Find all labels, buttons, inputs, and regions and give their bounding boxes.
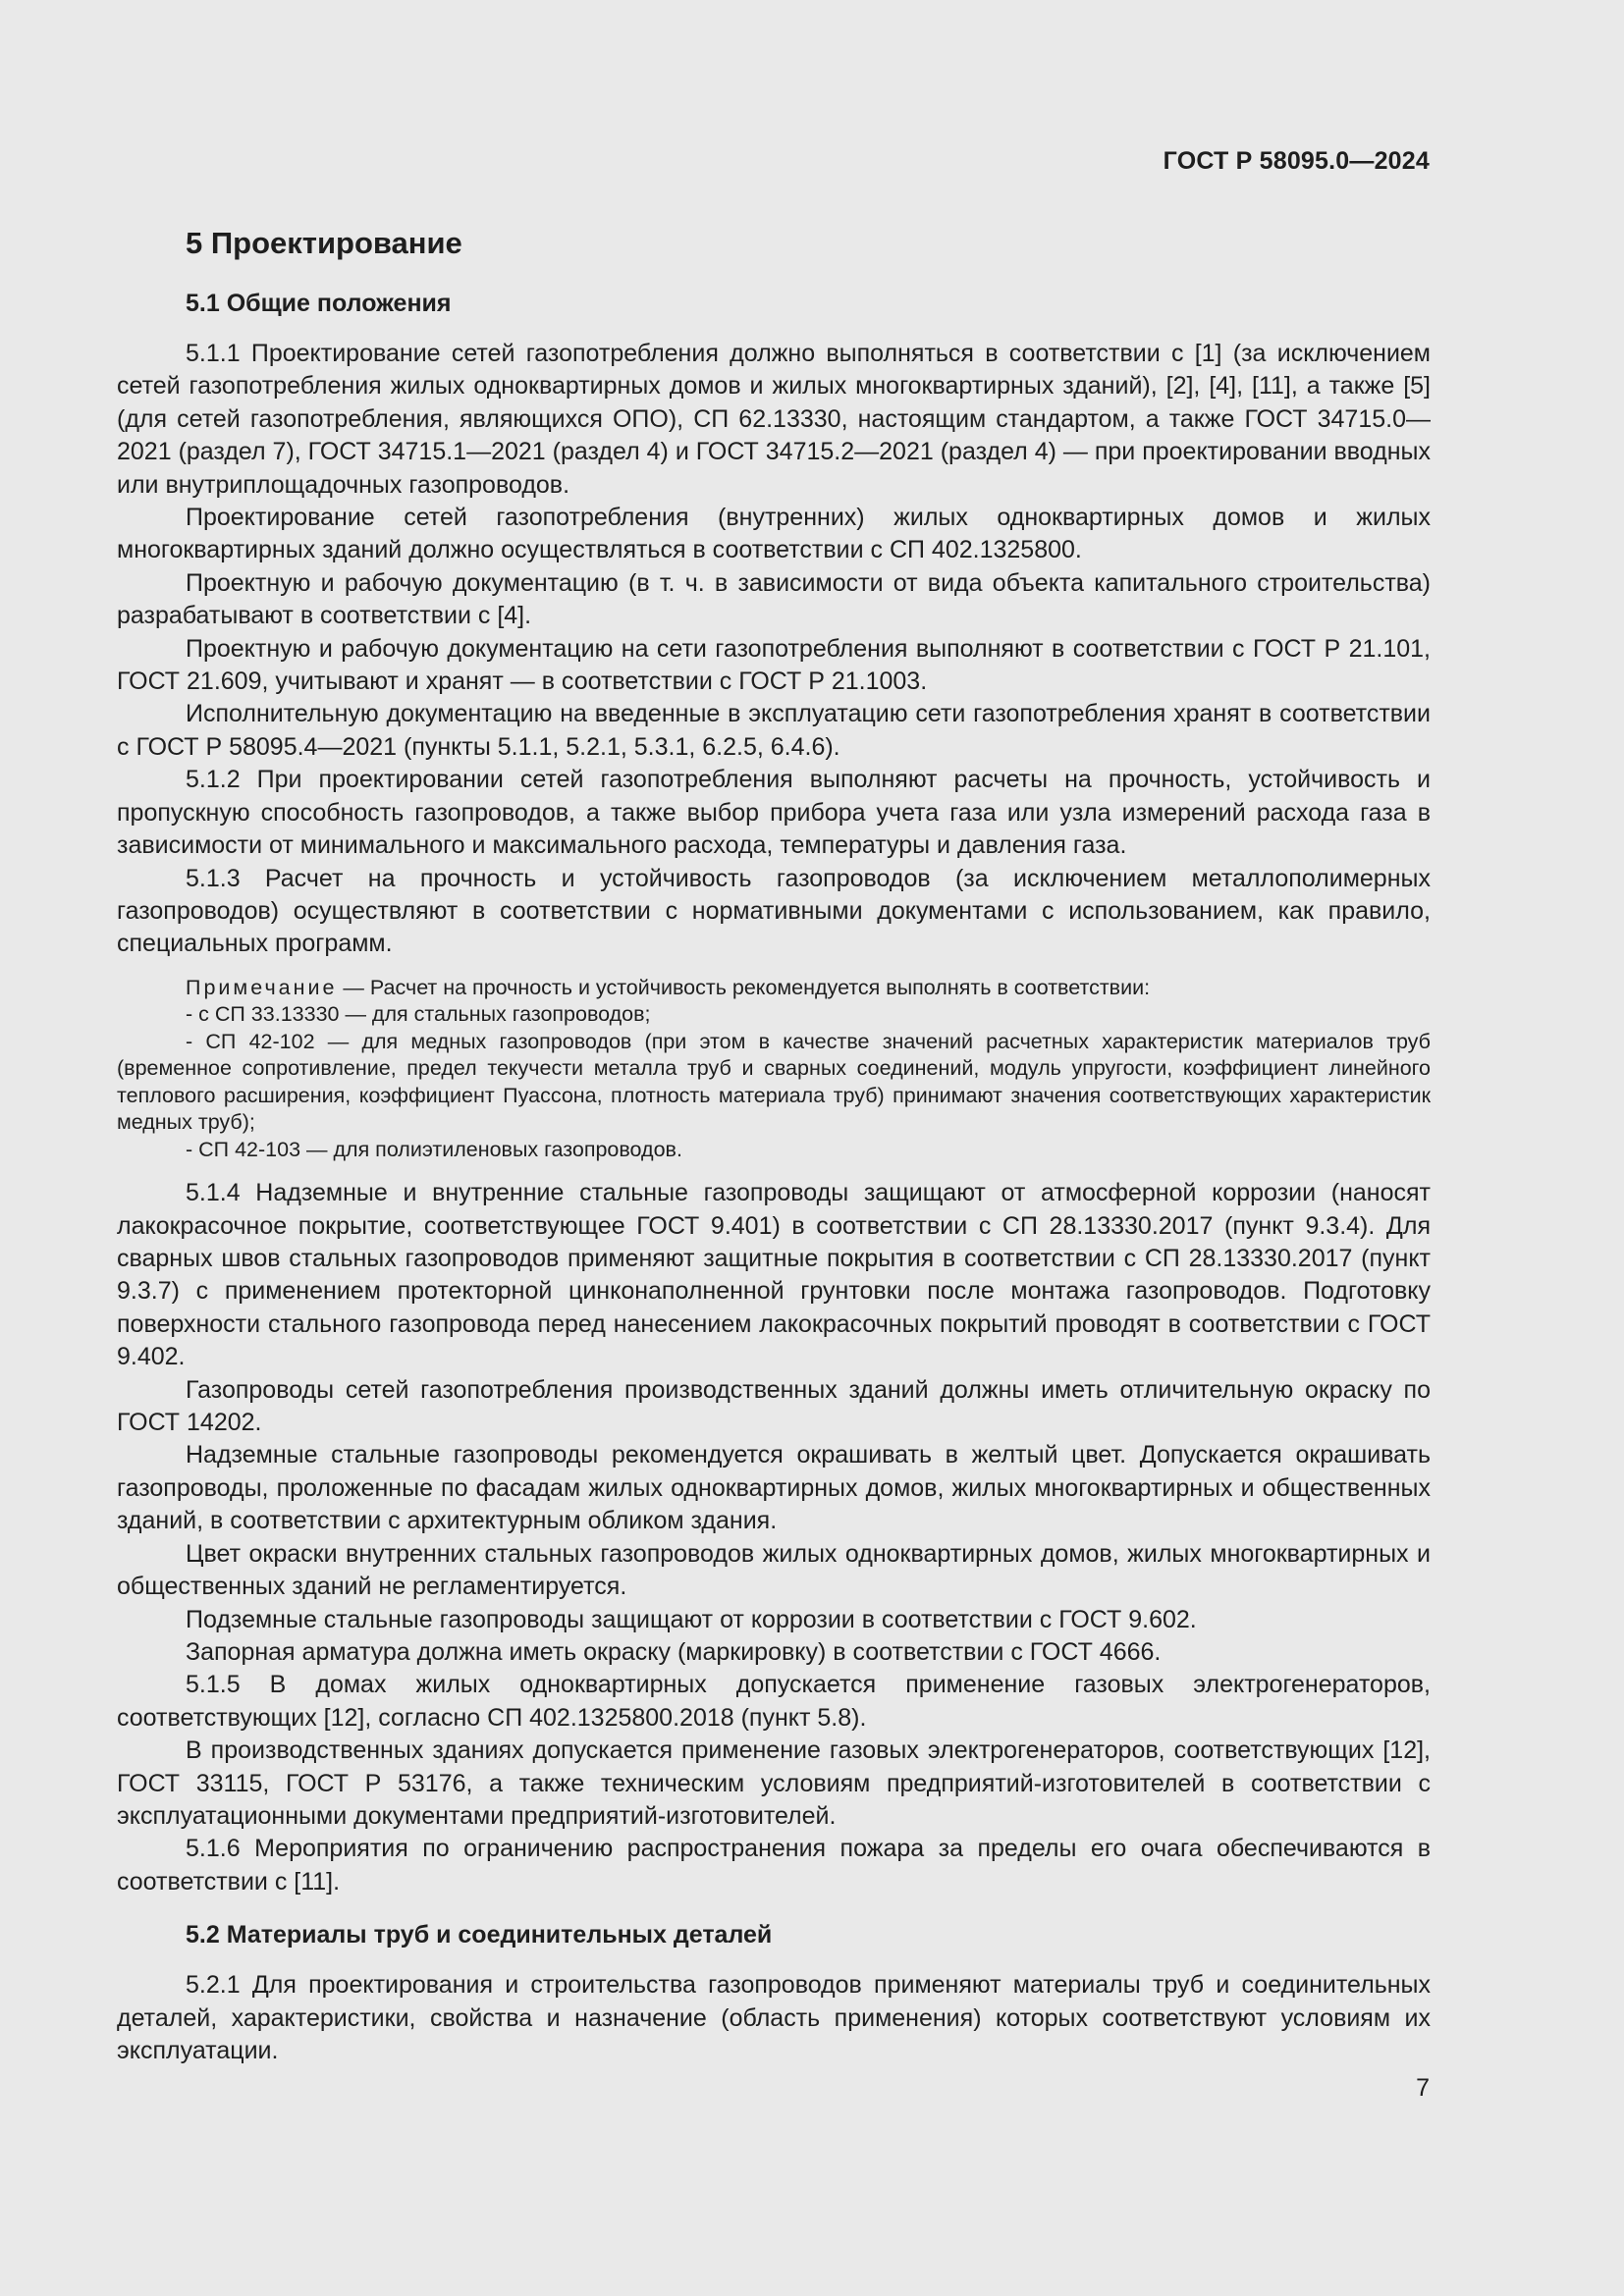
page-number: 7 xyxy=(1416,2074,1430,2102)
paragraph-5-2-1: 5.2.1 Для проектирования и строительства газопроводов применяют материалы труб и соединительных деталей, характеристики, свойства и назначение (область применения) которых соответствуют условиям их эксплуатации. xyxy=(117,1971,1431,2064)
paragraph-5-1-1: 5.1.1 Проектирование сетей газопотребления должно выполняться в соответствии с [1] (за исключением сетей газопотребления жилых одноквартирных домов и жилых многоквартирных зданий), [2], [4], [11], а также [5] (для сетей газопотребления, являющихся ОПО), СП 62.13330, настоящим стандартом, а также ГОСТ 34715.0—2021 (раздел 7), ГОСТ 34715.1—2021 (раздел 4) и ГОСТ 34715.2—2021 (раздел 4) — при проектировании вводных или внутриплощадочных газопроводов. xyxy=(117,340,1431,499)
paragraph: Надземные стальные газопроводы рекомендуется окрашивать в желтый цвет. Допускается окрашивать газопроводы, проложенные по фасадам жилых одноквартирных домов, жилых многоквартирных и общественных зданий, в соответствии с архитектурным обликом здания. xyxy=(117,1441,1431,1535)
paragraph-5-1-5: 5.1.5 В домах жилых одноквартирных допускается применение газовых электрогенераторов, соответствующих [12], согласно СП 402.1325800.2018 (пункт 5.8). xyxy=(117,1671,1431,1732)
paragraph-5-1-6: 5.1.6 Мероприятия по ограничению распространения пожара за пределы его очага обеспечиваются в соответствии с [11]. xyxy=(117,1835,1431,1896)
paragraph: Проектную и рабочую документацию на сети газопотребления выполняют в соответствии с ГОСТ Р 21.101, ГОСТ 21.609, учитывают и хранят — в соответствии с ГОСТ Р 21.1003. xyxy=(117,634,1431,696)
note-item: - с СП 33.13330 — для стальных газопроводов; xyxy=(186,1002,651,1027)
note-item: - СП 42-102 — для медных газопроводов (при этом в качестве значений расчетных характеристик материалов труб (временное сопротивление, предел текучести металла труб и сварных соединений, модуль упругости, коэффициент линейного теплового расширения, коэффициент Пуассона, плотность материала труб) принимают значения соответствующих характеристик медных труб); xyxy=(117,1029,1431,1135)
note-intro xyxy=(117,975,1431,1002)
paragraph: Запорная арматура должна иметь окраску (маркировку) в соответствии с ГОСТ 4666. xyxy=(186,1637,1162,1666)
note-block xyxy=(117,975,1431,1164)
section-title: 5 Проектирование xyxy=(186,226,462,260)
subsection-title-5-1: 5.1 Общие положения xyxy=(186,290,452,317)
paragraph-5-1-3: 5.1.3 Расчет на прочность и устойчивость газопроводов (за исключением металлополимерных газопроводов) осуществляют в соответствии с нормативными документами с использованием, как правило, специальных программ. xyxy=(117,864,1431,958)
paragraph-5-1-4: 5.1.4 Надземные и внутренние стальные газопроводы защищают от атмосферной коррозии (наносят лакокрасочное покрытие, соответствующее ГОСТ 9.401) в соответствии с СП 28.13330.2017 (пункт 9.3.4). Для сварных швов стальных газопроводов применяют защитные покрытия в соответствии с СП 28.13330.2017 (пункт 9.3.7) с применением протекторной цинконаполненной грунтовки после монтажа газопроводов. Подготовку поверхности стального газопровода перед нанесением лакокрасочных покрытий проводят в соответствии с ГОСТ 9.402. xyxy=(117,1179,1431,1371)
paragraph: Проектирование сетей газопотребления (внутренних) жилых одноквартирных домов и жилых многоквартирных зданий должно осуществляться в соответствии с СП 402.1325800. xyxy=(117,504,1431,564)
page-content xyxy=(117,224,1431,2067)
subsection-title-5-2: 5.2 Материалы труб и соединительных деталей xyxy=(186,1921,773,1949)
paragraph: Исполнительную документацию на введенные в эксплуатацию сети газопотребления хранят в соответствии с ГОСТ Р 58095.4—2021 (пункты 5.1.1, 5.2.1, 5.3.1, 6.2.5, 6.4.6). xyxy=(117,700,1431,761)
paragraph-5-1-2: 5.1.2 При проектировании сетей газопотребления выполняют расчеты на прочность, устойчивость и пропускную способность газопроводов, а также выбор прибора учета газа или узла измерений расхода газа в зависимости от минимального и максимального расхода, температуры и давления газа. xyxy=(117,766,1431,860)
paragraph: В производственных зданиях допускается применение газовых электрогенераторов, соответствующих [12], ГОСТ 33115, ГОСТ Р 53176, а также техническим условиям предприятий-изготовителей в соответствии с эксплуатационными документами предприятий-изготовителей. xyxy=(117,1736,1431,1830)
paragraph: Цвет окраски внутренних стальных газопроводов жилых одноквартирных домов, жилых многоквартирных и общественных зданий не регламентируется. xyxy=(117,1539,1431,1601)
note-intro-text: — Расчет на прочность и устойчивость рекомендуется выполнять в соответствии: xyxy=(337,975,1151,999)
note-label: Примечание xyxy=(186,975,338,999)
note-item: - СП 42-103 — для полиэтиленовых газопроводов. xyxy=(186,1137,682,1161)
paragraph: Подземные стальные газопроводы защищают от коррозии в соответствии с ГОСТ 9.602. xyxy=(186,1605,1197,1633)
paragraph: Газопроводы сетей газопотребления производственных зданий должны иметь отличительную окраску по ГОСТ 14202. xyxy=(117,1375,1431,1437)
paragraph: Проектную и рабочую документацию (в т. ч. в зависимости от вида объекта капитального строительства) разрабатывают в соответствии с [4]. xyxy=(117,568,1431,630)
document-code: ГОСТ Р 58095.0—2024 xyxy=(1163,147,1430,175)
